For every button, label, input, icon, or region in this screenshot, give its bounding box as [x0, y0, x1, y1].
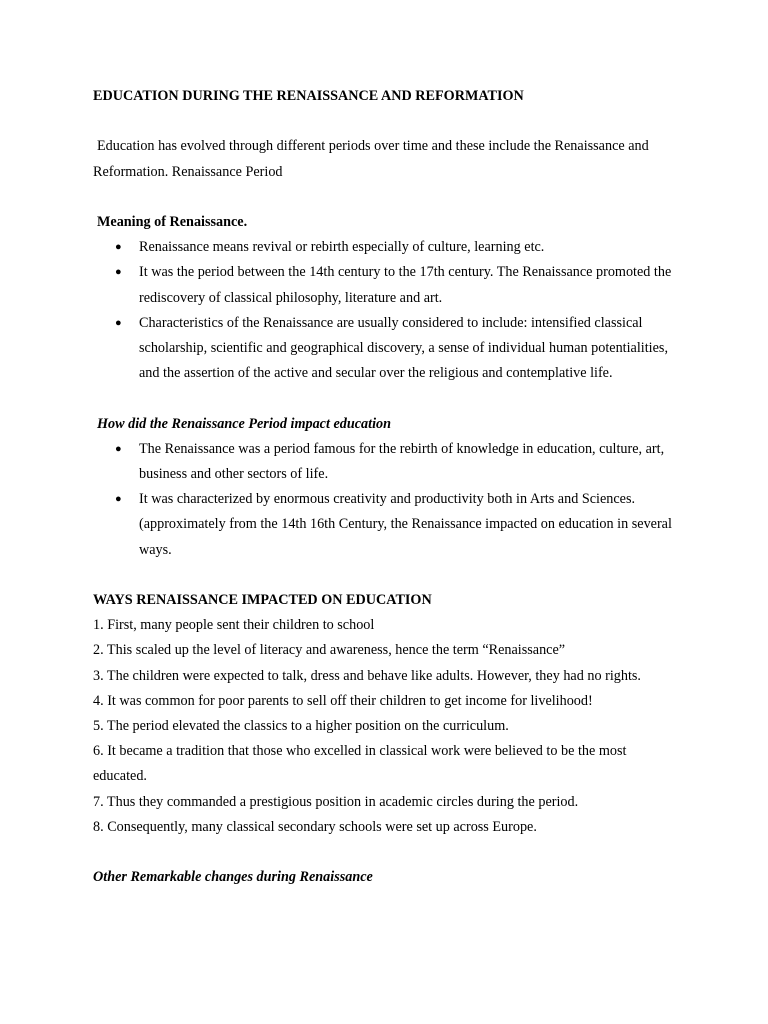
- bullet-icon: ●: [115, 241, 122, 254]
- list-item: [93, 437, 683, 487]
- bullet-text: It was the period between the 14th century to the 17th century. The Renaissance promoted the rediscovery of classical philosophy, literature and art.: [139, 264, 672, 306]
- intro-paragraph: Education has evolved through different periods over time and these include the Renaissance and Reformation. Renaissance Period: [93, 138, 649, 180]
- bullet-icon: ●: [115, 493, 122, 506]
- spacer: [93, 185, 683, 210]
- bullet-text: Characteristics of the Renaissance are usually considered to include: intensified classical scholarship, scientific and geographical discovery, a sense of individual human potentialities, and the assertion of the active and secular over the religious and contemplative life.: [139, 314, 668, 382]
- list-item: 5. The period elevated the classics to a higher position on the curriculum.: [93, 718, 509, 735]
- list-item: [93, 487, 683, 563]
- list-item: 6. It became a tradition that those who excelled in classical work were believed to be the most educated.: [93, 743, 627, 785]
- ways-heading: WAYS RENAISSANCE IMPACTED ON EDUCATION: [93, 592, 432, 608]
- list-item: [93, 260, 683, 310]
- bullet-text: It was characterized by enormous creativity and productivity both in Arts and Sciences. (approximately from the 14th 16th Century, the Renaissance impacted on education in several ways.: [139, 491, 672, 558]
- meaning-heading: Meaning of Renaissance.: [97, 213, 248, 230]
- impact-bullet-list: [93, 437, 683, 563]
- spacer: [93, 563, 683, 588]
- spacer: [93, 109, 683, 134]
- bullet-text: The Renaissance was a period famous for the rebirth of knowledge in education, culture, art, business and other sectors of life.: [139, 440, 665, 482]
- list-item: 8. Consequently, many classical secondary schools were set up across Europe.: [93, 818, 537, 835]
- bullet-text: Renaissance means revival or rebirth especially of culture, learning etc.: [139, 239, 545, 256]
- list-item: 3. The children were expected to talk, dress and behave like adults. However, they had no rights.: [93, 667, 641, 684]
- list-item: 4. It was common for poor parents to sell off their children to get income for livelihood!: [93, 692, 593, 709]
- list-item: [93, 235, 683, 260]
- bullet-icon: ●: [115, 442, 122, 455]
- spacer: [93, 840, 683, 865]
- ways-numbered-list: [93, 613, 683, 840]
- impact-heading: How did the Renaissance Period impact education: [97, 415, 391, 432]
- document-page: [93, 84, 683, 890]
- bullet-icon: ●: [115, 266, 122, 279]
- list-item: 1. First, many people sent their children to school: [93, 617, 375, 634]
- spacer: [93, 386, 683, 411]
- bullet-icon: ●: [115, 316, 122, 329]
- document-title: EDUCATION DURING THE RENAISSANCE AND REFORMATION: [93, 88, 524, 104]
- list-item: 7. Thus they commanded a prestigious position in academic circles during the period.: [93, 793, 579, 810]
- list-item: 2. This scaled up the level of literacy and awareness, hence the term “Renaissance”: [93, 642, 566, 659]
- other-changes-heading: Other Remarkable changes during Renaissance: [93, 869, 373, 886]
- meaning-bullet-list: [93, 235, 683, 386]
- list-item: [93, 311, 683, 387]
